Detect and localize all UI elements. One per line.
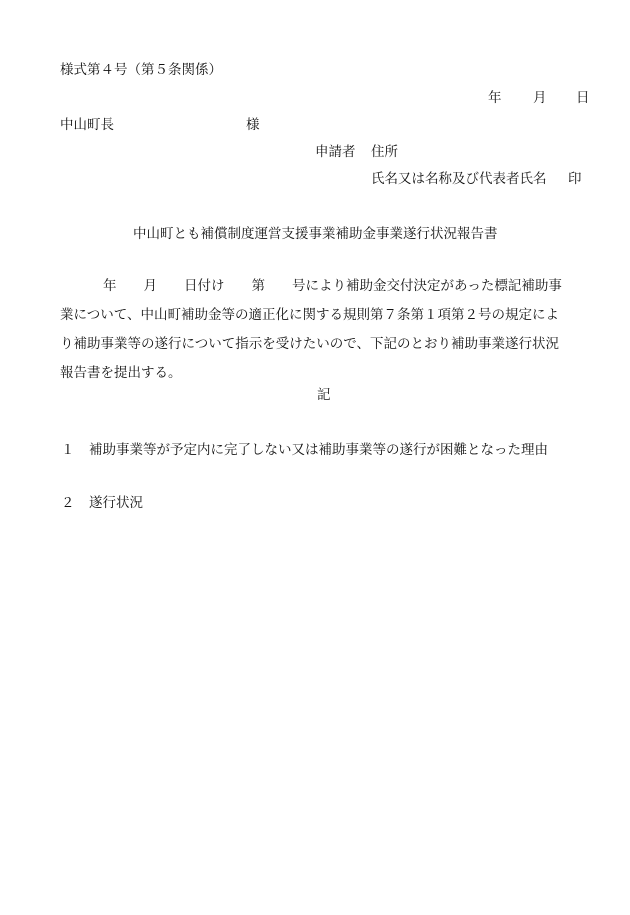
- item-1-number: １: [61, 442, 75, 458]
- ki-heading: 記: [317, 387, 331, 403]
- body-line: 年 月 日付け 第 号により補助金交付決定があった標記補助事: [103, 278, 562, 294]
- addressee-name: 中山町長: [60, 117, 114, 133]
- body-line: 業について、中山町補助金等の適正化に関する規則第７条第１項第２号の規定によ: [60, 307, 559, 323]
- applicant-address-label: 住所: [371, 144, 398, 160]
- applicant-name-label: 氏名又は名称及び代表者氏名: [371, 171, 547, 187]
- item-1-text: 補助事業等が予定内に完了しない又は補助事業等の遂行が困難となった理由: [89, 442, 548, 458]
- form-header: 様式第４号（第５条関係）: [60, 62, 222, 78]
- applicant-label: 申請者: [315, 144, 356, 160]
- body-line: り補助事業等の遂行について指示を受けたいので、下記のとおり補助事業遂行状況: [60, 336, 559, 352]
- body-line: 報告書を提出する。: [60, 365, 182, 381]
- item-2-number: ２: [61, 495, 75, 511]
- document-title: 中山町とも補償制度運営支援事業補助金事業遂行状況報告書: [133, 226, 498, 242]
- date-year: 年: [488, 90, 502, 106]
- body-paragraph: [60, 280, 580, 396]
- applicant-seal: 印: [568, 171, 582, 187]
- item-2-text: 遂行状況: [89, 495, 143, 511]
- addressee-honorific: 様: [246, 117, 260, 133]
- date-month: 月: [533, 90, 547, 106]
- date-day: 日: [576, 90, 590, 106]
